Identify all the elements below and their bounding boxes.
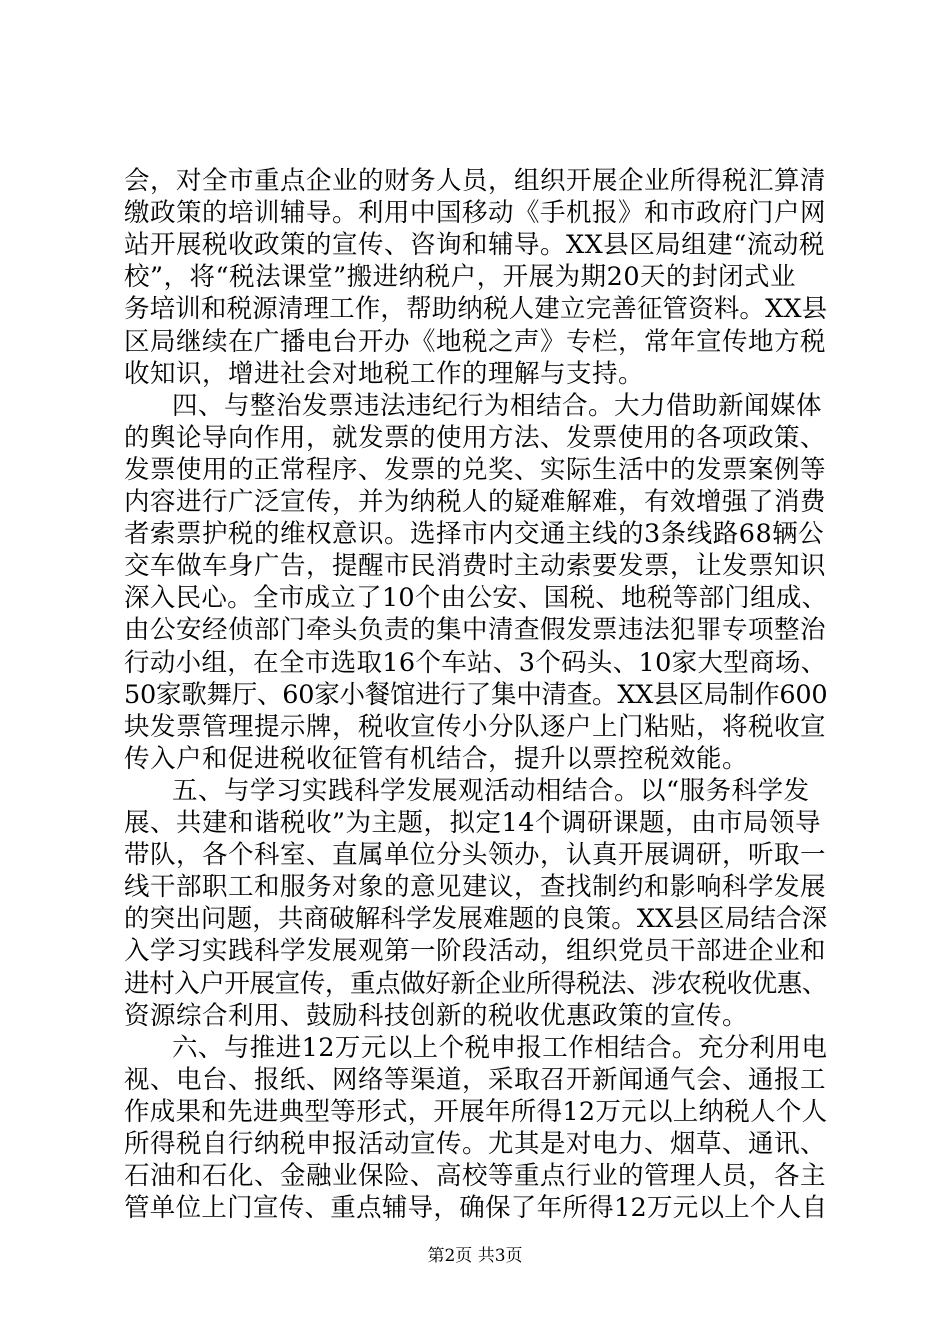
text-line: 块发票管理提示牌，税收宣传小分队逐户上门粘贴，将税收宣 — [124, 712, 827, 742]
text-line: 的突出问题，共商破解科学发展难题的良策。XX县区局结合深 — [124, 904, 828, 934]
text-line: 交车做车身广告，提醒市民消费时主动索要发票，让发票知识 — [124, 551, 827, 581]
text-line: 务培训和税源清理工作，帮助纳税人建立完善征管资料。XX县 — [124, 294, 828, 324]
text-line: 四、与整治发票违法违纪行为相结合。大力借助新闻媒体 — [172, 391, 823, 421]
text-line: 缴政策的培训辅导。利用中国移动《手机报》和市政府门户网 — [124, 198, 827, 228]
text-line: 50家歌舞厅、60家小餐馆进行了集中清查。XX县区局制作600 — [124, 680, 828, 710]
text-line: 视、电台、报纸、网络等渠道，采取召开新闻通气会、通报工 — [124, 1065, 827, 1095]
text-line: 校”，将“税法课堂”搬进纳税户，开展为期20天的封闭式业 — [124, 262, 797, 292]
text-line: 所得税自行纳税申报活动宣传。尤其是对电力、烟草、通讯、 — [124, 1129, 827, 1159]
text-line: 区局继续在广播电台开办《地税之声》专栏，常年宣传地方税 — [124, 327, 827, 357]
text-line: 传入户和促进税收征管有机结合，提升以票控税效能。 — [124, 744, 749, 774]
page-footer: 第2页 共3页 — [427, 1246, 523, 1266]
text-line: 入学习实践科学发展观第一阶段活动，组织党员干部进企业和 — [124, 936, 827, 966]
text-line: 作成果和先进典型等形式，开展年所得12万元以上纳税人个人 — [124, 1097, 828, 1127]
text-line: 发票使用的正常程序、发票的兑奖、实际生活中的发票案例等 — [124, 455, 827, 485]
text-line: 收知识，增进社会对地税工作的理解与支持。 — [124, 359, 645, 389]
text-line: 带队，各个科室、直属单位分头领办，认真开展调研，听取一 — [124, 840, 827, 870]
text-line: 由公安经侦部门牵头负责的集中清查假发票违法犯罪专项整治 — [124, 615, 827, 645]
text-line: 站开展税收政策的宣传、咨询和辅导。XX县区局组建“流动税 — [124, 230, 825, 260]
text-line: 会，对全市重点企业的财务人员，组织开展企业所得税汇算清 — [124, 166, 827, 196]
text-line: 资源综合利用、鼓励科技创新的税收优惠政策的宣传。 — [124, 1001, 749, 1031]
text-line: 六、与推进12万元以上个税申报工作相结合。充分利用电 — [172, 1033, 828, 1063]
text-line: 内容进行广泛宣传，并为纳税人的疑难解难，有效增强了消费 — [124, 487, 827, 517]
text-line: 石油和石化、金融业保险、高校等重点行业的管理人员，各主 — [124, 1161, 827, 1191]
text-line: 深入民心。全市成立了10个由公安、国税、地税等部门组成、 — [124, 583, 828, 613]
text-line: 进村入户开展宣传，重点做好新企业所得税法、涉农税收优惠、 — [124, 969, 828, 999]
text-line: 展、共建和谐税收”为主题，拟定14个调研课题，由市局领导 — [124, 808, 821, 838]
text-line: 线干部职工和服务对象的意见建议，查找制约和影响科学发展 — [124, 872, 827, 902]
text-line: 行动小组，在全市选取16个车站、3个码头、10家大型商场、 — [124, 648, 827, 678]
text-line: 五、与学习实践科学发展观活动相结合。以“服务科学发 — [172, 776, 810, 806]
text-line: 者索票护税的维权意识。选择市内交通主线的3条线路68辆公 — [124, 519, 825, 549]
text-line: 的舆论导向作用，就发票的使用方法、发票使用的各项政策、 — [124, 423, 827, 453]
text-line: 管单位上门宣传、重点辅导，确保了年所得12万元以上个人自 — [124, 1193, 828, 1223]
